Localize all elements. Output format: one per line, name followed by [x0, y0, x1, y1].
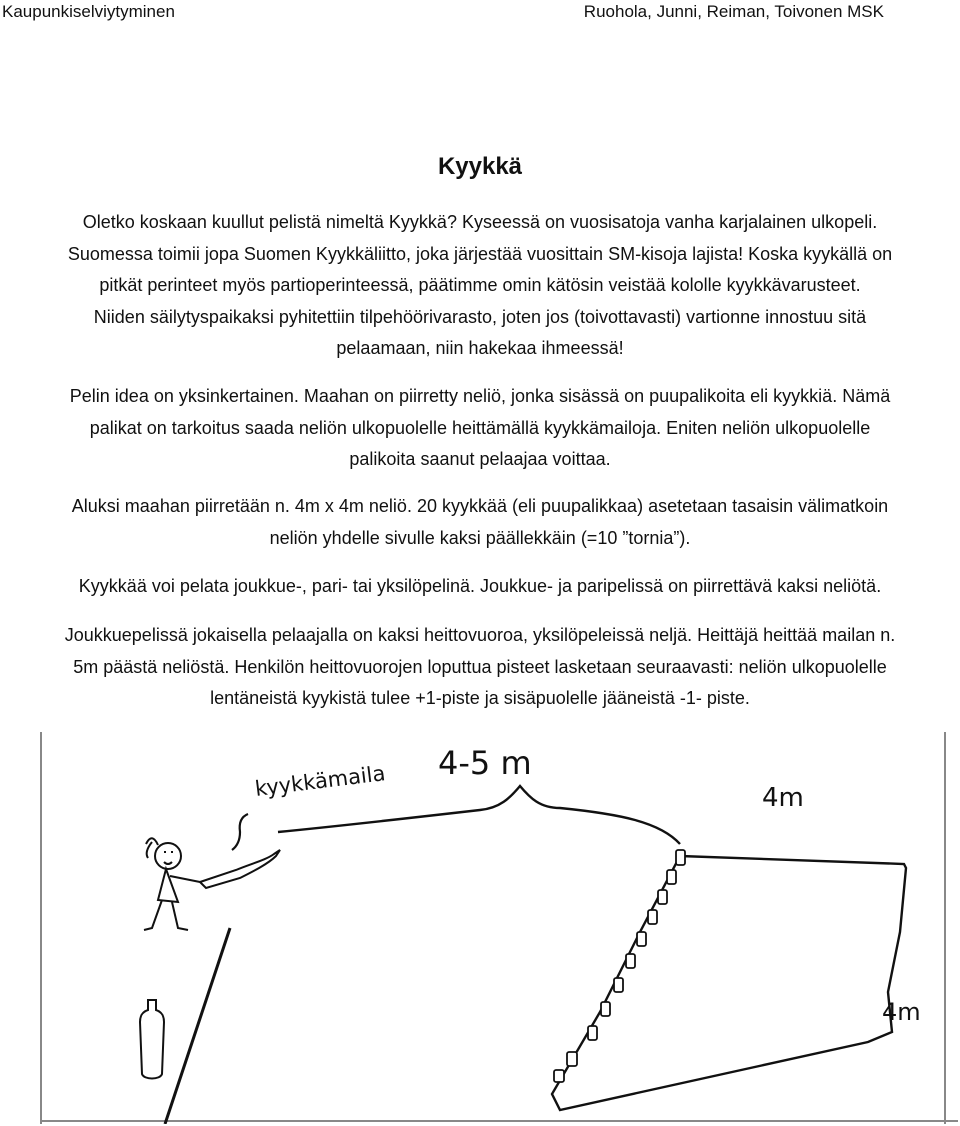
player-figure	[144, 838, 200, 930]
distance-brace	[278, 786, 680, 844]
text-line: Aluksi maahan piirretään n. 4m x 4m neliö. 20 kyykkää (eli puupalikkaa) asetetaan tasaisin välimatkoin	[71, 496, 889, 516]
text-line: pelaamaan, niin hakekaa ihmeessä!	[336, 338, 624, 358]
playing-square	[552, 856, 906, 1110]
page-title: Kyykkä	[437, 153, 523, 180]
distance-label: 4-5 m	[438, 744, 532, 782]
text-line: Joukkuepelissä jokaisella pelaajalla on kaksi heittovuoroa, yksilöpeleissä neljä. Heittäjä heittää mailan n.	[64, 625, 896, 645]
text-line: pitkät perinteet myös partioperinteessä, päätimme omin kätösin veistää kololle kyykkävarusteet.	[99, 275, 861, 295]
text-line: lentäneistä kyykistä tulee +1-piste ja sisäpuolelle jääneistä -1- piste.	[210, 688, 750, 708]
text-line: neliön yhdelle sivulle kaksi päällekkäin (=10 ”tornia”).	[269, 527, 691, 548]
text-line: Oletko koskaan kuullut pelistä nimeltä Kyykkä? Kyseessä on vuosisatoja vanha karjalainen ulkopeli.	[82, 212, 878, 232]
throwing-bat	[200, 850, 280, 888]
throwing-line	[165, 928, 230, 1124]
paragraph-setup	[0, 491, 960, 554]
paragraph-scoring	[0, 620, 960, 715]
text-line: palikoita saanut pelaajaa voittaa.	[349, 449, 611, 469]
text-line: palikat on tarkoitus saada neliön ulkopuolelle heittämällä kyykkämailoja. Eniten neliön ulkopuolelle	[89, 417, 871, 438]
text-line: 5m päästä neliöstä. Henkilön heittovuorojen loputtua pisteet lasketaan seuraavasti: neliön ulkopuolelle	[73, 656, 887, 677]
top-side-label: 4m	[762, 783, 804, 813]
text-line: Suomessa toimii jopa Suomen Kyykkäliitto, joka järjestää vuosittain SM-kisoja lajista! Koska kyykällä on	[67, 243, 893, 264]
paragraph-modes	[0, 571, 960, 603]
text-line: Niiden säilytyspaikaksi pyhitettiin tilpehöörivarasto, joten jos (toivottavasti) vartionne innostuu sitä	[93, 306, 867, 327]
right-side-label: 4m	[882, 998, 921, 1026]
header-left: Kaupunkiselviytyminen	[2, 2, 175, 21]
bat-pointer-bracket	[232, 814, 248, 850]
bat-label: kyykkämaila	[253, 761, 387, 801]
header-right: Ruohola, Junni, Reiman, Toivonen MSK	[583, 2, 884, 21]
paragraph-intro	[0, 207, 960, 365]
text-line: Pelin idea on yksinkertainen. Maahan on piirretty neliö, jonka sisässä on puupalikoita eli kyykkiä. Nämä	[69, 386, 891, 406]
text-line: Kyykkää voi pelata joukkue-, pari- tai yksilöpelinä. Joukkue- ja paripelissä on piirrettävä kaksi neliötä.	[78, 576, 882, 596]
kyykka-field-sketch	[40, 732, 958, 1124]
paragraph-idea	[0, 381, 960, 476]
spare-bat	[140, 1000, 164, 1079]
